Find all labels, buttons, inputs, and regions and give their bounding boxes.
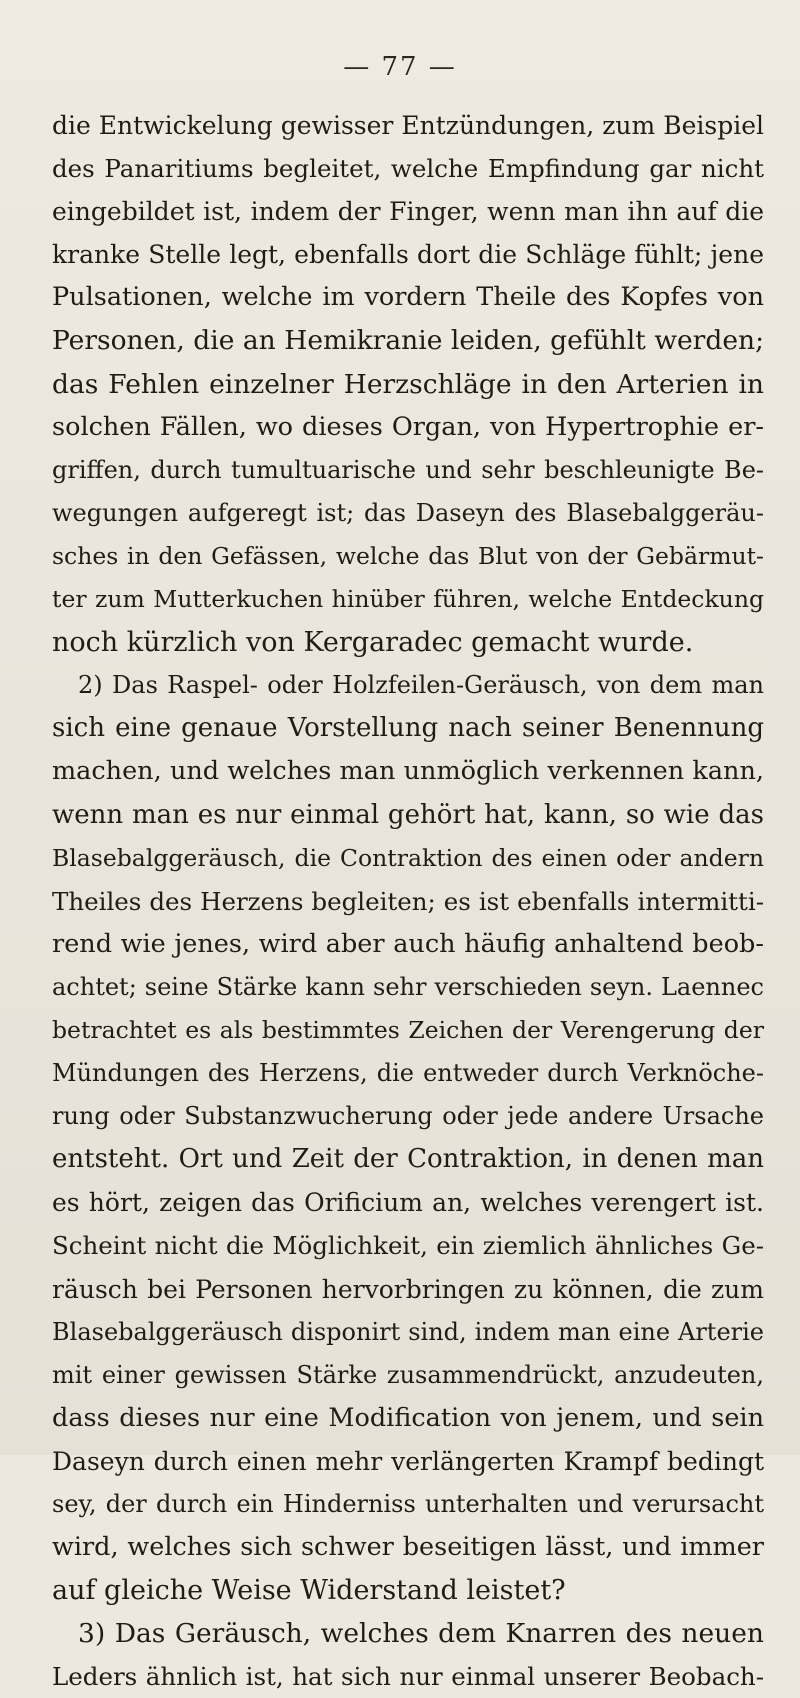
text-line: Scheint nicht die Möglichkeit, ein ziemlich ähnliches Ge- [52, 1231, 764, 1261]
paragraph-end-line: auf gleiche Weise Widerstand leistet? [52, 1575, 566, 1607]
paragraph-start-line: 2) Das Raspel- oder Holzfeilen-Geräusch, von dem man [78, 671, 764, 700]
text-line: wegungen aufgeregt ist; das Daseyn des Blasebalggeräu- [52, 498, 764, 527]
text-line: betrachtet es als bestimmtes Zeichen der Verengerung der [52, 1015, 764, 1044]
text-line: räusch bei Personen hervorbringen zu können, die zum [52, 1274, 764, 1304]
paragraph-start-line: 3) Das Geräusch, welches dem Knarren des neuen [78, 1618, 764, 1650]
text-line: ter zum Mutterkuchen hinüber führen, welche Entdeckung [52, 585, 764, 614]
text-line: dass dieses nur eine Modification von jenem, und sein [52, 1402, 764, 1433]
text-line: Mündungen des Herzens, die entweder durch Verknöche- [52, 1059, 764, 1088]
text-line: Pulsationen, welche im vordern Theile des Kopfes von [52, 282, 764, 313]
page-number: — 77 — [343, 52, 457, 82]
text-line: achtet; seine Stärke kann sehr verschieden seyn. Laennec [52, 972, 764, 1001]
text-line: sey, der durch ein Hinderniss unterhalten und verursacht [52, 1490, 764, 1518]
text-line: Theiles des Herzens begleiten; es ist ebenfalls intermitti- [52, 886, 764, 916]
text-line: das Fehlen einzelner Herzschläge in den Arterien in [52, 368, 764, 400]
text-line: Personen, die an Hemikranie leiden, gefühlt werden; [52, 325, 764, 357]
text-line: die Entwickelung gewisser Entzündungen, zum Beispiel [52, 111, 764, 140]
paragraph-end-line: noch kürzlich von Kergaradec gemacht wurde. [52, 627, 694, 659]
text-line: Blasebalggeräusch, die Contraktion des einen oder andern [52, 843, 764, 872]
text-line: Leders ähnlich ist, hat sich nur einmal unserer Beobach- [52, 1662, 764, 1692]
text-line: machen, und welches man unmöglich verkennen kann, [52, 756, 764, 787]
text-line: Blasebalggeräusch disponirt sind, indem man eine Arterie [52, 1317, 764, 1346]
text-line: mit einer gewissen Stärke zusammendrückt, anzudeuten, [52, 1360, 764, 1389]
text-line: Daseyn durch einen mehr verlängerten Krampf bedingt [52, 1446, 764, 1476]
text-line: kranke Stelle legt, ebenfalls dort die Schläge fühlt; jene [52, 240, 764, 270]
text-line: eingebildet ist, indem der Finger, wenn man ihn auf die [52, 197, 764, 227]
text-line: sches in den Gefässen, welche das Blut von der Gebärmut- [52, 541, 764, 570]
text-line: es hört, zeigen das Orificium an, welches verengert ist. [52, 1188, 764, 1218]
text-line: solchen Fällen, wo dieses Organ, von Hypertrophie er- [52, 411, 764, 442]
text-line: sich eine genaue Vorstellung nach seiner Benennung [52, 713, 764, 744]
text-line: griffen, durch tumultuarische und sehr beschleunigte Be- [52, 455, 764, 484]
text-line: entsteht. Ort und Zeit der Contraktion, in denen man [52, 1144, 764, 1175]
text-line: rend wie jenes, wird aber auch häufig anhaltend beob- [52, 928, 764, 959]
text-line: wenn man es nur einmal gehört hat, kann, so wie das [52, 799, 764, 830]
text-line: des Panaritiums begleitet, welche Empfindung gar nicht [52, 154, 764, 184]
text-line: rung oder Substanzwucherung oder jede andere Ursache [52, 1102, 764, 1131]
text-line: wird, welches sich schwer beseitigen lässt, und immer [52, 1532, 764, 1563]
body-text [52, 104, 764, 1698]
